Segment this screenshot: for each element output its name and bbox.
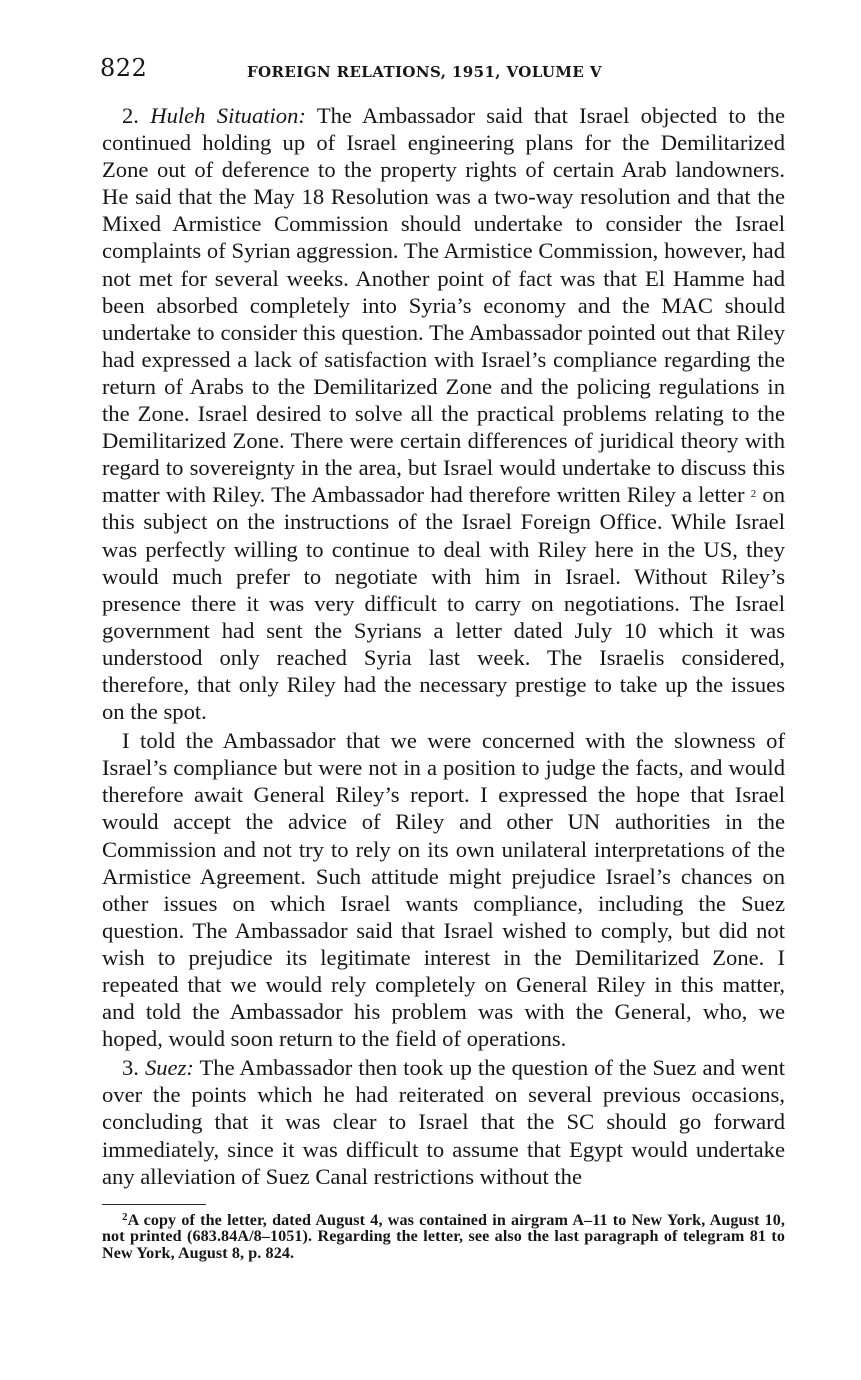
paragraph-suez (102, 1054, 785, 1189)
document-page (102, 54, 785, 1263)
paragraph-text-continued: on this subject on the instructions of the Israel Foreign Office. While Israel was perfectly willing to continue to deal with Riley here in the US, they would much prefer to negotiate with him in Israel. Without Riley’s presence there it was very difficult to carry on negotiations. The Israel government had sent the Syrians a letter dated July 10 which it was understood only reached Syria last week. The Israelis considered, therefore, that only Riley had the necessary prestige to take up the issues on the spot. (102, 482, 785, 725)
section-number: 2. (122, 103, 139, 128)
running-title: FOREIGN RELATIONS, 1951, VOLUME V (247, 63, 602, 81)
paragraph-huleh-situation (102, 102, 785, 725)
footnote (102, 1210, 785, 1263)
section-number: 3. (122, 1055, 139, 1081)
footnote-marker: 2 (122, 1210, 128, 1223)
paragraph-text: The Ambassador said that Israel objected to the continued holding up of Israel engineering plans for the Demilitarized Zone out of deference to the property rights of certain Arab landowners. He said that the May 18 Resolution was a two-way resolution and that the Mixed Armistice Commission should undertake to consider the Israel complaints of Syrian aggression. The Armistice Commission, however, had not met for several weeks. Another point of fact was that El Hamme had been absorbed completely into Syria’s economy and the MAC should undertake to consider this question. The Ambassador pointed out that Riley had expressed a lack of satisfaction with Israel’s compliance regarding the return of Arabs to the Demilitarized Zone and the policing regulations in the Zone. Israel desired to solve all the practical problems relating to the Demilitarized Zone. There were certain differences of juridical theory with regard to sovereignty in the area, but Israel would undertake to discuss this matter with Riley. The Ambassador had therefore written Riley a letter (102, 103, 785, 508)
running-header (102, 54, 785, 88)
section-heading-huleh: Huleh Situation: (150, 103, 306, 128)
paragraph-text: I told the Ambassador that we were concerned with the slowness of Israel’s compliance but were not in a position to judge the facts, and would therefore await General Riley’s report. I expressed the hope that Israel would accept the advice of Riley and other UN authorities in the Commission and not try to rely on its own unilateral interpretations of the Armistice Agreement. Such attitude might prejudice Israel’s chances on other issues on which Israel wants compliance, including the Suez question. The Ambassador said that Israel wished to comply, but did not wish to prejudice its legitimate interest in the Demilitarized Zone. I repeated that we would rely completely on General Riley in this matter, and told the Ambassador his problem was with the General, who, we hoped, would soon return to the field of operations. (102, 728, 785, 1052)
page-number: 822 (100, 54, 148, 82)
footnote-text: A copy of the letter, dated August 4, was contained in airgram A–11 to New York, August 10, not printed (683.84A/8–1051). Regarding the letter, see also the last paragraph of telegram 81 to New York, August 8, p. 824. (102, 1211, 785, 1262)
paragraph-text: The Ambassador then took up the question of the Suez and went over the points which he had reiterated on several previous occasions, concluding that it was clear to Israel that the SC should go forward immediately, since it was difficult to assume that Egypt would undertake any alleviation of Suez Canal restrictions without the (102, 1055, 785, 1189)
section-heading-suez: Suez: (144, 1055, 194, 1081)
footnote-reference[interactable]: 2 (750, 488, 757, 501)
footnote-divider (102, 1204, 206, 1205)
paragraph-response (102, 727, 785, 1052)
